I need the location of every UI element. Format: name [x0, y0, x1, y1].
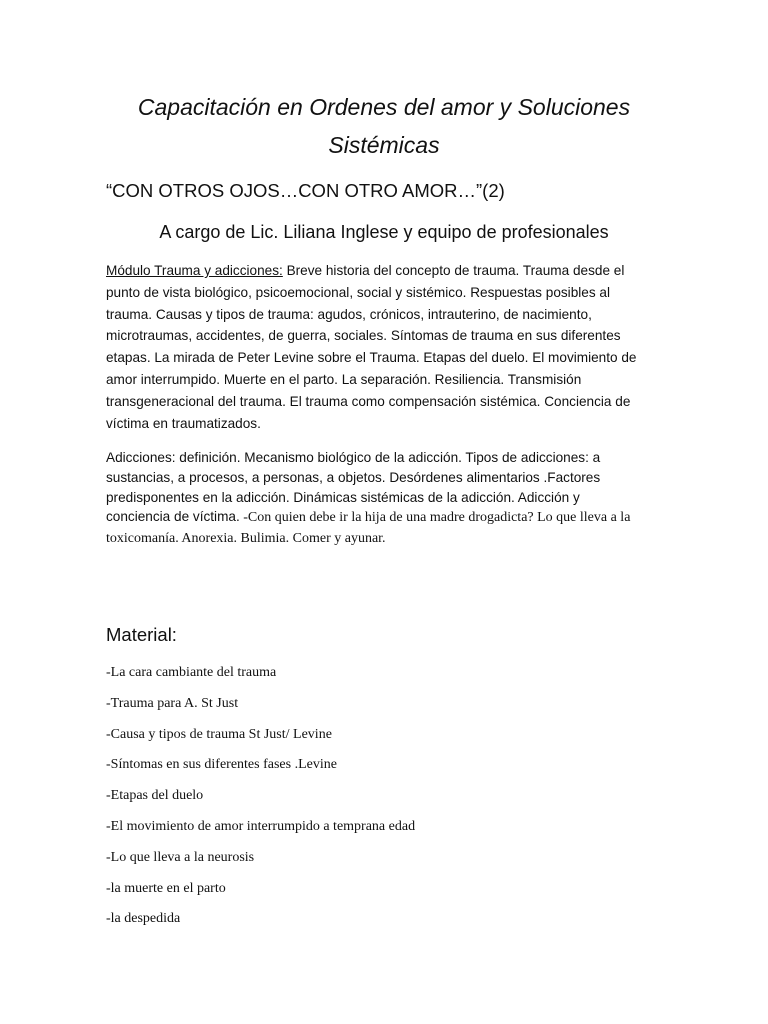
module-paragraph: [106, 260, 646, 434]
list-item: -La cara cambiante del trauma: [106, 665, 277, 680]
list-item: -Síntomas en sus diferentes fases .Levine: [106, 757, 337, 773]
list-item: -Lo que lleva a la neurosis: [106, 849, 255, 865]
document-subtitle: “CON OTROS OJOS…CON OTRO AMOR…”(2): [106, 180, 505, 201]
list-item: -la muerte en el parto: [106, 880, 226, 896]
addictions-text: Adicciones: definición. Mecanismo biológico de la adicción. Tipos de adicciones: a sustancias, a procesos, a personas, a objetos. Desórdenes alimentarios .Factores predisponentes en la adicción. Dinámicas sistémicas de la adicción. Adicción y conciencia de víctima.: [106, 450, 601, 525]
document-title: Capacitación en Ordenes del amor y Soluciones Sistémicas: [137, 94, 631, 158]
list-item: -la despedida: [106, 911, 181, 927]
module-heading: Módulo Trauma y adicciones:: [106, 263, 283, 278]
list-item: -Causa y tipos de trauma St Just/ Levine: [106, 726, 332, 742]
addictions-paragraph: [106, 448, 646, 549]
list-item: -El movimiento de amor interrumpido a temprana edad: [106, 818, 416, 834]
list-item: -Trauma para A. St Just: [106, 695, 239, 711]
material-heading: Material:: [106, 624, 177, 645]
document-credit: A cargo de Lic. Liliana Inglese y equipo de profesionales: [159, 222, 609, 242]
material-list: [106, 662, 415, 939]
addictions-serif-text: -Con quien debe ir la hija de una madre drogadicta? Lo que lleva a la toxicomanía. Anorexia. Bulimia. Comer y ayunar.: [106, 510, 631, 547]
list-item: -Etapas del duelo: [106, 788, 204, 804]
module-body: Breve historia del concepto de trauma. Trauma desde el punto de vista biológico, psicoemocional, social y sistémico. Respuestas posibles al trauma. Causas y tipos de trauma: agudos, crónicos, intrauterino, de nacimiento, microtraumas, accidentes, de guerra, sociales. Síntomas de trauma en sus diferentes etapas. La mirada de Peter Levine sobre el Trauma. Etapas del duelo. El movimiento de amor interrumpido. Muerte en el parto. La separación. Resiliencia. Transmisión transgeneracional del trauma. El trauma como compensación sistémica. Conciencia de víctima en traumatizados.: [106, 263, 637, 431]
